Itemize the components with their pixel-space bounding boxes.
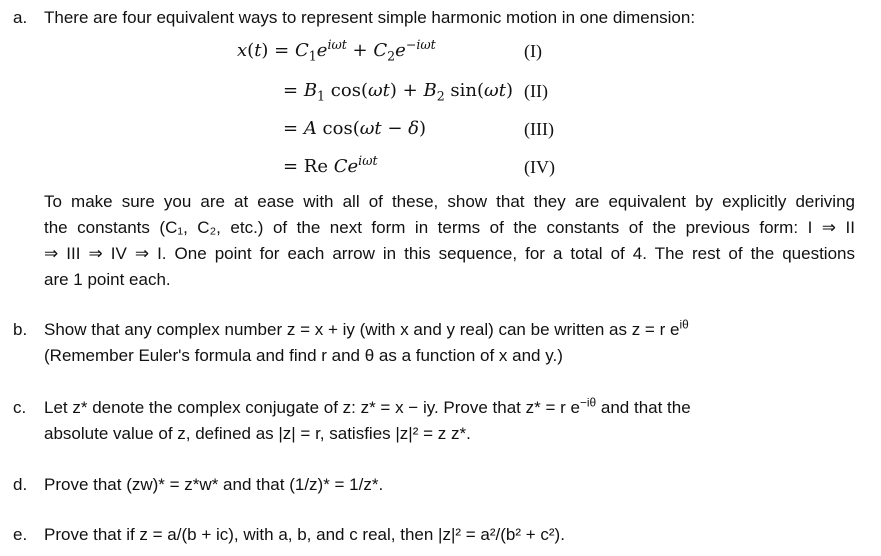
equation-I-tag: (I) <box>524 41 542 61</box>
equation-IV: = Re $Ce^{i\omega t}$ <box>283 153 378 177</box>
equation-I: $x(t) = C_1e^{i\omega t} + C_2e^{-i\omega t}$ <box>237 37 436 64</box>
problem-a-body-line-4: are 1 point each. <box>44 270 171 289</box>
equation-III: = A cos(ωt − δ) <box>283 118 427 139</box>
item-label-e: e. <box>13 525 28 544</box>
item-label-b: b. <box>13 320 28 339</box>
equation-III-tag: (III) <box>524 119 554 139</box>
problem-e-line-1: Prove that if z = a/(b + ic), with a, b, and c real, then |z|² = a²/(b² + c²). <box>44 525 565 544</box>
item-label-c: c. <box>13 398 27 417</box>
item-label-a: a. <box>13 8 28 27</box>
problem-c-line-2: absolute value of z, defined as |z| = r, satisfies |z|² = z z*. <box>44 424 471 443</box>
equation-II: = $B_1$ $\cos(\omega t) + B_2$ sin(ωt) <box>283 80 513 104</box>
problem-a-body-line-3: ⇒ III ⇒ IV ⇒ I. One point for each arrow in this sequence, for a total of 4. The rest of the questions <box>44 244 855 263</box>
problem-a-body-line-1: To make sure you are at ease with all of these, show that they are equivalent by explicitly deriving <box>44 192 855 211</box>
equation-II-tag: (II) <box>524 81 548 101</box>
problem-b-line-2: (Remember Euler's formula and find r and θ as a function of x and y.) <box>44 346 563 365</box>
item-label-d: d. <box>13 475 28 494</box>
problem-a-body-line-2: the constants (C₁, C₂, etc.) of the next form in terms of the constants of the previous form: I ⇒ II <box>44 218 855 237</box>
problem-b-line-1: Show that any complex number z = x + iy (with x and y real) can be written as z = r $e^{i\theta}$ <box>44 317 689 339</box>
problem-c-line-1: Let z* denote the complex conjugate of z: z* = x − iy. Prove that z* = r $e^{-i\theta}$ and that the <box>44 395 691 417</box>
problem-d-line-1: Prove that (zw)* = z*w* and that (1/z)* = 1/z*. <box>44 475 384 494</box>
problem-a-intro: There are four equivalent ways to represent simple harmonic motion in one dimension: <box>44 8 696 27</box>
equation-IV-tag: (IV) <box>524 157 555 177</box>
